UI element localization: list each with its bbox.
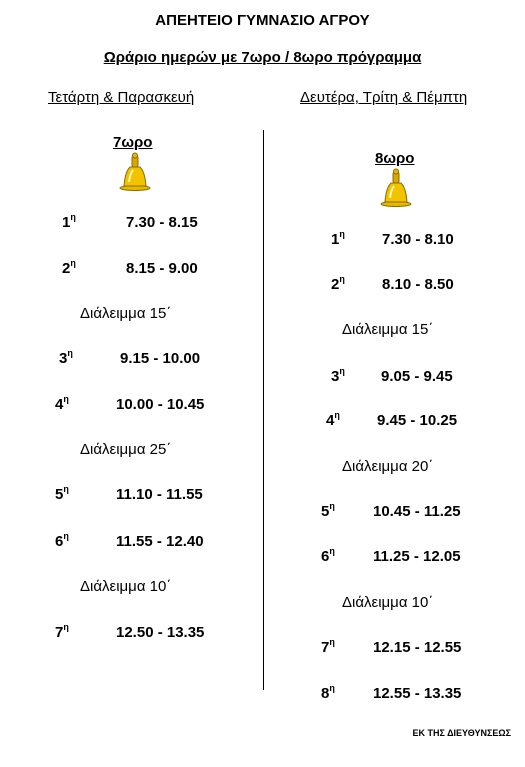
bell-icon [376, 168, 416, 208]
period-number: $4^\eta$ [55, 394, 69, 413]
period-time: 7.30 - 8.15 [126, 214, 198, 231]
period-number: $2^\eta$ [331, 274, 345, 293]
period-time: 9.15 - 10.00 [120, 350, 201, 367]
period-number: $8^\eta$ [321, 683, 335, 702]
period-number: $3^\eta$ [331, 366, 345, 385]
break-label: Διάλειμμα 20΄ [342, 458, 434, 475]
column-divider [263, 130, 264, 690]
period-number: $5^\eta$ [55, 484, 69, 503]
break-label: Διάλειμμα 15΄ [80, 305, 172, 322]
period-time: 9.45 - 10.25 [377, 412, 458, 429]
break-label: Διάλειμμα 15΄ [342, 321, 434, 338]
period-row [55, 624, 69, 641]
bell-icon [115, 152, 155, 192]
page-title: ΑΠΕΗΤΕΙΟ ΓΥΜΝΑΣΙΟ ΑΓΡΟΥ [155, 12, 370, 29]
left-program-label: 7ωρο [113, 134, 153, 151]
period-row [331, 231, 345, 248]
period-row [59, 350, 73, 367]
period-row [321, 503, 335, 520]
period-row [62, 260, 76, 277]
period-time: 8.10 - 8.50 [382, 276, 454, 293]
right-program-label: 8ωρο [375, 150, 415, 167]
period-row [331, 276, 345, 293]
period-time: 10.00 - 10.45 [116, 396, 205, 413]
period-number: $4^\eta$ [326, 410, 340, 429]
period-row [321, 685, 335, 702]
right-column-days: Δευτέρα, Τρίτη & Πέμπτη [300, 89, 468, 106]
period-time: 12.15 - 12.55 [373, 639, 462, 656]
period-number: $1^\eta$ [331, 229, 345, 248]
period-number: $6^\eta$ [321, 546, 335, 565]
period-row [55, 396, 69, 413]
period-time: 11.10 - 11.55 [116, 486, 203, 503]
footer-signature: ΕΚ ΤΗΣ ΔΙΕΥΘΥΝΣΕΩΣ [412, 728, 511, 738]
period-time: 7.30 - 8.10 [382, 231, 454, 248]
period-time: 12.55 - 13.35 [373, 685, 462, 702]
period-number: $5^\eta$ [321, 501, 335, 520]
schedule-subtitle: Ωράριο ημερών με 7ωρο / 8ωρο πρόγραμμα [103, 49, 422, 66]
period-row [321, 548, 335, 565]
period-time: 9.05 - 9.45 [381, 368, 453, 385]
break-label: Διάλειμμα 10΄ [342, 594, 434, 611]
period-number: $1^\eta$ [62, 212, 76, 231]
break-label: Διάλειμμα 10΄ [80, 578, 172, 595]
period-time: 12.50 - 13.35 [116, 624, 205, 641]
period-row [62, 214, 76, 231]
period-number: $2^\eta$ [62, 258, 76, 277]
period-time: 11.55 - 12.40 [116, 533, 204, 550]
period-number: $6^\eta$ [55, 531, 69, 550]
period-time: 8.15 - 9.00 [126, 260, 198, 277]
period-row [55, 486, 69, 503]
period-row [331, 368, 345, 385]
period-row [55, 533, 69, 550]
left-column-days: Τετάρτη & Παρασκευή [48, 89, 195, 106]
period-number: $7^\eta$ [321, 637, 335, 656]
period-row [326, 412, 340, 429]
break-label: Διάλειμμα 25΄ [80, 441, 172, 458]
period-number: $3^\eta$ [59, 348, 73, 367]
period-time: 11.25 - 12.05 [373, 548, 461, 565]
period-time: 10.45 - 11.25 [373, 503, 461, 520]
period-row [321, 639, 335, 656]
period-number: $7^\eta$ [55, 622, 69, 641]
